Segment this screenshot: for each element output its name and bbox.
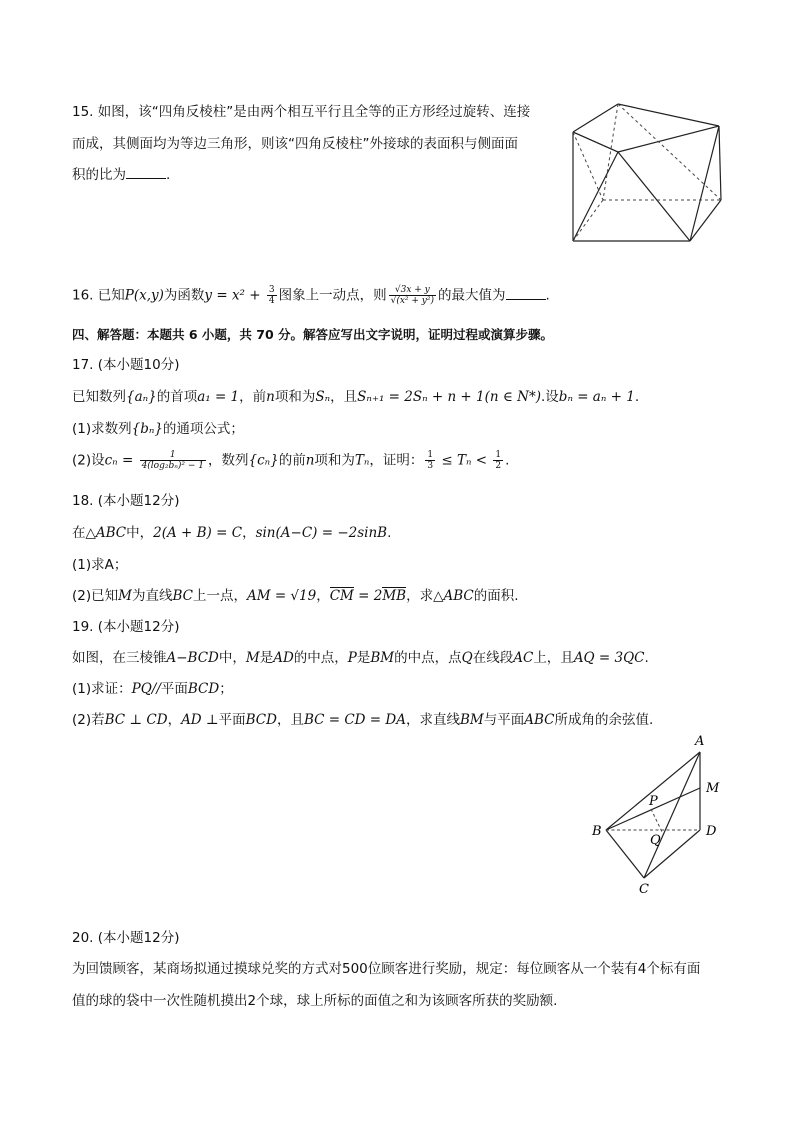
q20-line-2: 值的球的袋中一次性随机摸出2个球，球上所标的面值之和为该顾客所获的奖励额. xyxy=(72,993,558,1009)
label-B: B xyxy=(592,824,602,839)
q20-line-1: 为回馈顾客，某商场拟通过摸球兑奖的方式对500位顾客进行奖励，规定：每位顾客从一个装有4个标有面 xyxy=(72,961,701,977)
q17-part-2: (2)设cₙ = $\frac{1}{\text{4(log₂bₙ)² − 1}}$ ，数列{cₙ}的前n项和为Tₙ，证明： $\frac{1}{3}$ ≤ Tₙ < $\frac{1}{2}$ . xyxy=(72,450,510,471)
q19-head: 19. (本小题12分) xyxy=(72,619,180,635)
label-C: C xyxy=(639,882,649,897)
section-heading: 四、解答题：本题共 6 小题，共 70 分。解答应写出文字说明，证明过程或演算步骤。 xyxy=(72,327,554,342)
q19-line-1: 如图，在三棱锥A−BCD中，M是AD的中点，P是BM的中点，点Q在线段AC上，且AQ = 3QC. xyxy=(72,650,649,666)
tetrahedron-figure xyxy=(588,730,728,900)
label-Q: Q xyxy=(650,833,661,848)
q18-part-2: (2)已知M为直线BC上一点，AM = √19，CM = 2MB，求△ABC的面积. xyxy=(72,588,519,604)
q15-line-1: 15. 如图，该“四角反棱柱”是由两个相互平行且全等的正方形经过旋转、连接 xyxy=(72,104,531,120)
q17-part-1: (1)求数列{bₙ}的通项公式； xyxy=(72,421,244,437)
q18-line-1: 在△ABC中，2(A + B) = C，sin(A−C) = −2sinB. xyxy=(72,525,392,541)
q18-head: 18. (本小题12分) xyxy=(72,493,180,509)
q15-line-2: 而成，其侧面均为等边三角形，则该“四角反棱柱”外接球的表面积与侧面面 xyxy=(72,136,518,152)
label-A: A xyxy=(695,734,705,749)
q17-line-1: 已知数列{aₙ}的首项a₁ = 1，前n项和为Sₙ，且Sₙ₊₁ = 2Sₙ + n + 1(n ∈ N*).设bₙ = aₙ + 1. xyxy=(72,389,640,405)
label-M: M xyxy=(706,781,720,796)
antiprism-figure xyxy=(565,96,725,246)
q16-line: 16. 已知P(x,y)为函数y = x² + $\frac{3}{4}$ 图象上一动点，则 $\frac{√3x + y}{\text{√(x² + y²)}}$ 的最大值为 . xyxy=(72,285,550,306)
answer-blank xyxy=(506,287,546,300)
label-P: P xyxy=(649,794,658,809)
q19-part-2: (2)若BC ⊥ CD，AD ⊥平面BCD，且BC = CD = DA，求直线BM与平面ABC所成角的余弦值. xyxy=(72,712,654,728)
q19-part-1: (1)求证：PQ//平面BCD； xyxy=(72,681,233,697)
q18-part-1: (1)求A； xyxy=(72,557,128,573)
label-D: D xyxy=(706,824,717,839)
q15-line-3: 积的比为 . xyxy=(72,167,171,183)
answer-blank xyxy=(126,166,166,179)
q17-head: 17. (本小题10分) xyxy=(72,357,180,373)
q20-head: 20. (本小题12分) xyxy=(72,930,180,946)
